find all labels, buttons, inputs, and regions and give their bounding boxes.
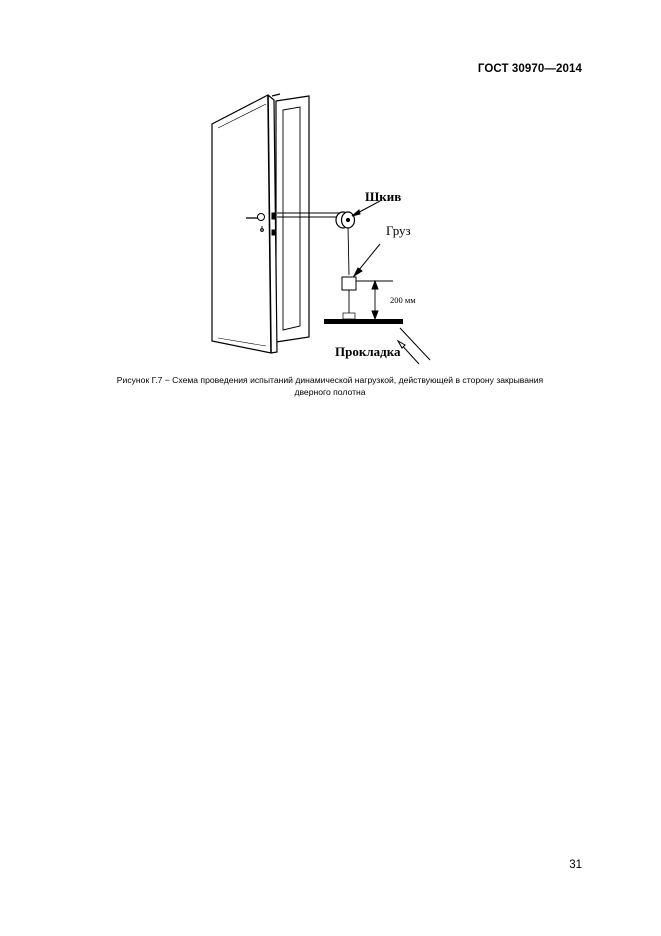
- caption-line-2: дверного полотна: [294, 386, 366, 397]
- pad-label: Прокладка: [335, 344, 401, 359]
- test-scheme-figure: [0, 0, 661, 380]
- cable: [277, 213, 349, 315]
- weight-label: Груз: [386, 223, 411, 238]
- caption-line-1: Рисунок Г.7 − Схема проведения испытаний динамической нагрузкой, действующей в сторону закрывания: [116, 375, 544, 385]
- document-standard-header: ГОСТ 30970—2014: [477, 63, 582, 75]
- pad: [324, 319, 403, 324]
- door-frame: [272, 94, 309, 342]
- distance-label: 200 мм: [390, 295, 416, 305]
- weight: [342, 277, 356, 290]
- page-number: 31: [569, 859, 582, 871]
- figure-caption: [40, 375, 620, 398]
- pulley: [336, 212, 355, 228]
- door-leaf: [212, 95, 277, 353]
- pulley-label: Шкив: [365, 189, 402, 204]
